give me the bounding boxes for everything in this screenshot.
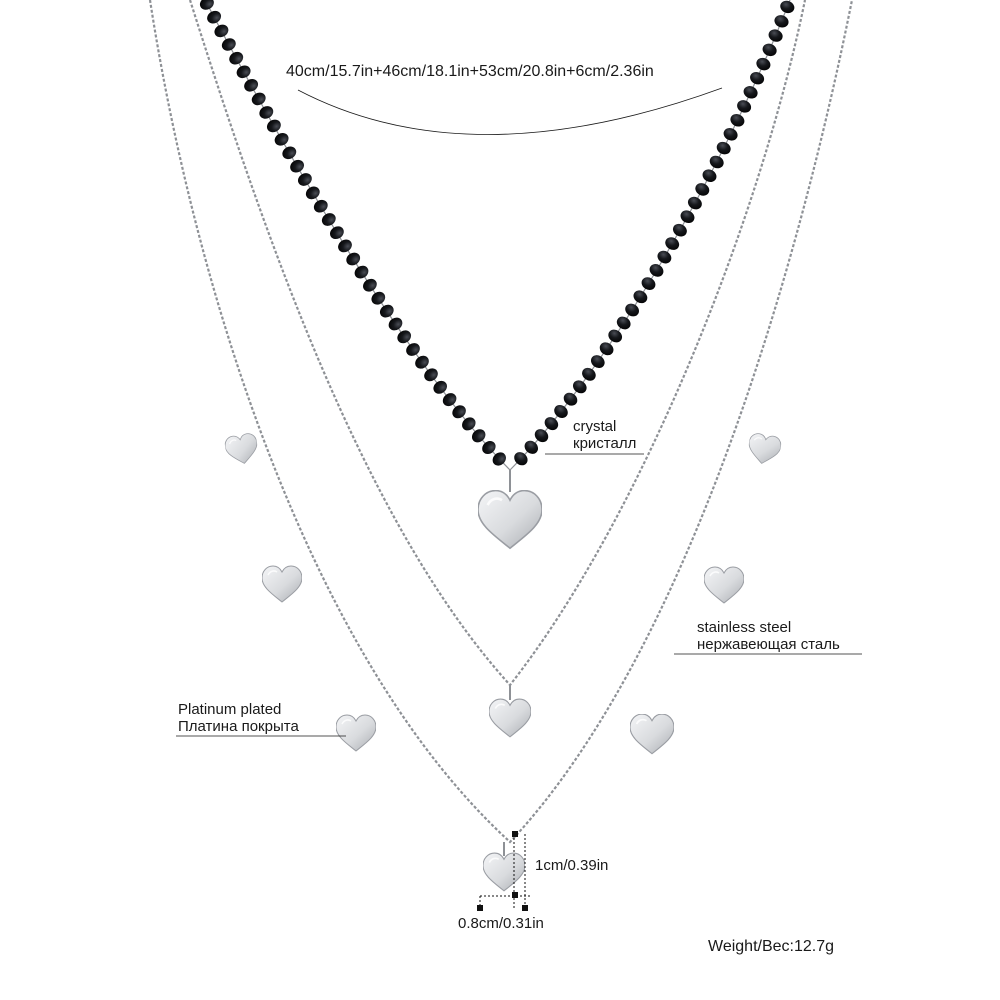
weight-label: Weight/Bec:12.7g <box>708 938 835 955</box>
length-arc <box>298 88 722 135</box>
crystal-bead <box>450 403 469 421</box>
crystal-bead <box>459 415 478 433</box>
steel-label-ru: нержавеющая сталь <box>697 636 840 653</box>
crystal-bead <box>377 302 396 320</box>
heart-pendant-right-1 <box>746 432 783 466</box>
crystal-bead <box>773 13 791 30</box>
crystal-bead <box>344 250 363 268</box>
crystal-bead <box>647 262 666 280</box>
crystal-bead <box>395 328 414 346</box>
crystal-bead <box>708 153 726 170</box>
crystal-bead <box>778 0 796 15</box>
crystal-bead <box>280 144 298 162</box>
crystal-bead <box>296 171 314 189</box>
crystal-bead <box>352 263 371 281</box>
crystal-bead <box>257 104 275 122</box>
crystal-bead <box>671 221 689 239</box>
crystal-bead <box>272 131 290 149</box>
crystal-bead <box>328 224 347 242</box>
crystal-label: crystal <box>573 418 617 435</box>
heart-pendant-left-1 <box>224 432 261 466</box>
crystal-bead <box>431 378 450 396</box>
crystal-bead <box>767 27 785 44</box>
crystal-bead <box>606 327 625 345</box>
crystal-bead <box>198 0 216 12</box>
pendant-height-label: 1cm/0.39in <box>535 857 609 874</box>
length-spec: 40cm/15.7in+46cm/18.1in+53cm/20.8in+6cm/2.36in <box>286 63 654 80</box>
crystal-bead <box>440 390 459 408</box>
crystal-bead <box>205 9 223 26</box>
crystal-bead <box>404 340 423 358</box>
crystal-bead <box>663 235 681 253</box>
crystal-bead <box>639 275 658 293</box>
crystal-bead <box>655 248 673 266</box>
crystal-bead <box>320 211 339 229</box>
heart-pendant-left-3 <box>336 715 376 751</box>
crystal-bead <box>678 208 696 225</box>
crystal-bead <box>242 77 260 94</box>
crystal-bead <box>597 340 616 358</box>
crystal-bead <box>588 353 607 371</box>
crystal-bead <box>721 126 739 143</box>
crystal-bead <box>623 301 642 319</box>
crystal-bead <box>413 353 432 371</box>
crystal-bead <box>742 84 760 101</box>
heart-pendant-large <box>478 470 542 548</box>
crystal-bead <box>614 314 633 332</box>
heart-pendant-right-2 <box>704 567 744 603</box>
crystal-label-ru: кристалл <box>573 435 637 452</box>
crystal-bead <box>693 181 711 198</box>
crystal-bead <box>422 366 441 384</box>
crystal-bead <box>552 402 571 420</box>
crystal-bead <box>561 390 580 408</box>
crystal-bead <box>728 112 746 129</box>
steel-label: stainless steel <box>697 619 792 636</box>
crystal-bead <box>249 90 267 108</box>
crystal-bead <box>754 56 772 73</box>
heart-pendant-left-2 <box>262 566 302 602</box>
crystal-bead <box>469 427 488 445</box>
heart-pendant-middle <box>489 685 531 737</box>
crystal-bead <box>570 378 589 396</box>
pendant-width-label: 0.8cm/0.31in <box>458 915 544 932</box>
crystal-bead <box>532 426 551 444</box>
crystal-bead <box>386 315 405 333</box>
crystal-bead <box>265 117 283 135</box>
crystal-bead <box>631 288 650 306</box>
crystal-bead <box>336 237 355 255</box>
crystal-bead <box>212 22 230 39</box>
heart-pendant-right-3 <box>630 714 674 754</box>
crystal-bead <box>761 42 779 59</box>
crystal-bead <box>227 49 245 66</box>
crystal-bead <box>715 140 733 157</box>
crystal-bead <box>369 289 388 307</box>
crystal-bead <box>288 157 306 175</box>
plating-label-ru: Платина покрыта <box>178 718 299 735</box>
crystal-bead <box>304 184 323 202</box>
crystal-bead <box>748 70 766 87</box>
crystal-bead <box>361 276 380 294</box>
crystal-bead <box>542 414 561 432</box>
crystal-bead <box>700 167 718 184</box>
crystal-bead <box>220 36 238 53</box>
heart-pendant-bottom <box>483 842 525 891</box>
crystal-bead <box>735 98 753 115</box>
crystal-bead <box>580 365 599 383</box>
crystal-bead <box>686 194 704 211</box>
plating-label: Platinum plated <box>178 701 282 718</box>
crystal-bead <box>234 63 252 80</box>
crystal-bead <box>312 197 331 215</box>
